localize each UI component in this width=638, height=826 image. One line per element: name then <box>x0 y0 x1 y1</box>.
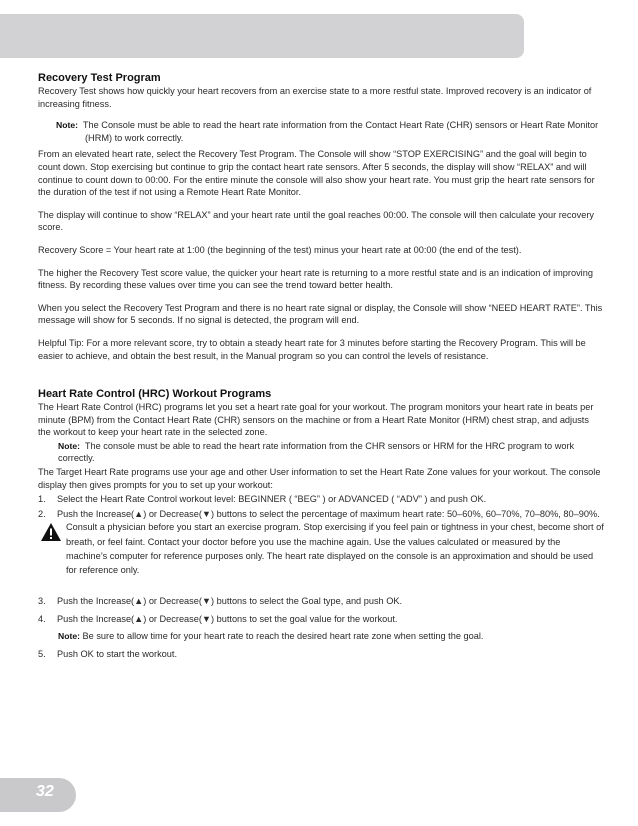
recovery-paragraph: The higher the Recovery Test score value, the quicker your heart rate is returning to a more restful state and is an indication of improving fitness. By recording these values over time you can see the trend toward better health. <box>38 267 593 291</box>
list-item <box>38 595 604 608</box>
recovery-heading: Recovery Test Program <box>38 72 161 84</box>
hrc-note <box>58 440 604 465</box>
note-label: Note: <box>56 120 78 131</box>
list-item <box>38 613 604 626</box>
hrc-paragraph: The Target Heart Rate programs use your age and other User information to set the Heart Rate Zone values for your workout. The console display then gives prompts for you to set up your workout: <box>38 467 601 490</box>
recovery-note <box>56 119 604 144</box>
recovery-paragraph: From an elevated heart rate, select the Recovery Test Program. The Console will show “STOP EXERCISING” and the goal will begin to count down. Stop exercising but continue to grip the contact heart rate sensors. After 5 seconds, the display will show “RELAX” and will continue to count down to 00:00. For the entire minute the console will also show your heart rate. You must grip the heart rate sensors for the duration of the test if not using a Remote Heart Rate Monitor. <box>38 149 595 198</box>
warning-triangle-icon <box>40 522 62 577</box>
header-bar <box>0 14 524 58</box>
list-number: 3. <box>38 596 46 607</box>
list-item <box>38 648 604 661</box>
list-text: Push OK to start the workout. <box>57 649 178 660</box>
recovery-paragraph: When you select the Recovery Test Program and there is no heart rate signal or display, the Console will show “NEED HEART RATE”. This message will show for 5 seconds. If no signal is detected, the program will end. <box>38 302 603 326</box>
list-item <box>38 493 604 506</box>
hrc-heading: Heart Rate Control (HRC) Workout Programs <box>38 388 272 401</box>
list-text: Push the Increase(▲) or Decrease(▼) buttons to select the Goal type, and push OK. <box>57 596 403 607</box>
warning-text: Consult a physician before you start an exercise program. Stop exercising if you feel pain or tightness in your chest, become short of breath, or feel faint. Contact your doctor before you use the machine again. Use the values calculated or measured by the machine’s computer for reference purposes only. The heart rate displayed on the console is an approximation and should be used for reference only. <box>66 522 604 576</box>
list-text: Push the Increase(▲) or Decrease(▼) buttons to select the percentage of maximum heart rate: 50–60%, 60–70%, 70–80%, 80–90%. <box>57 508 600 519</box>
list-text: Select the Heart Rate Control workout level: BEGINNER ( “BEG” ) or ADVANCED ( “ADV” ) and push OK. <box>57 494 487 505</box>
hrc-note-2 <box>58 630 604 643</box>
recovery-intro: Recovery Test shows how quickly your heart recovers from an exercise state to a more restful state. Improved recovery is an indicator of increasing fitness. <box>38 86 592 109</box>
note-text: Be sure to allow time for your heart rate to reach the desired heart rate zone when setting the goal. <box>82 631 484 642</box>
hrc-intro: The Heart Rate Control (HRC) programs let you set a heart rate goal for your workout. The program monitors your heart rate in beats per minute (BPM) from the Contact Heart Rate (CHR) sensors on the machine or from a Heart Rate Monitor (HRM) chest strap, and adjusts the workout to keep your heart rate in the selected zone. <box>38 402 594 438</box>
recovery-paragraph: The display will continue to show “RELAX” and your heart rate until the goal reaches 00:00. The console will then calculate your recovery score. <box>38 209 594 233</box>
list-item <box>38 508 604 521</box>
page-number: 32 <box>36 783 54 800</box>
list-number: 5. <box>38 649 46 660</box>
list-number: 2. <box>38 508 46 519</box>
warning-block <box>40 520 604 577</box>
page-content <box>38 72 604 661</box>
helpful-tip: Helpful Tip: For a more relevant score, try to obtain a steady heart rate for 3 minutes before starting the Recovery Program. This will be easier to achieve, and obtain the best result, in the Manual program so you can control the levels of resistance. <box>38 337 586 361</box>
note-label: Note: <box>58 440 80 451</box>
list-number: 4. <box>38 613 46 624</box>
note-label: Note: <box>58 631 80 642</box>
note-text: The console must be able to read the heart rate information from the CHR sensors or HRM for the HRC program to work correctly. <box>58 440 575 464</box>
list-number: 1. <box>38 494 46 505</box>
list-text: Push the Increase(▲) or Decrease(▼) buttons to set the goal value for the workout. <box>57 613 398 624</box>
recovery-score-formula: Recovery Score = Your heart rate at 1:00 (the beginning of the test) minus your heart rate at 00:00 (the end of the test). <box>38 244 522 255</box>
note-text: The Console must be able to read the heart rate information from the Contact Heart Rate (CHR) sensors or Heart Rate Monitor (HRM) to work correctly. <box>82 120 599 143</box>
